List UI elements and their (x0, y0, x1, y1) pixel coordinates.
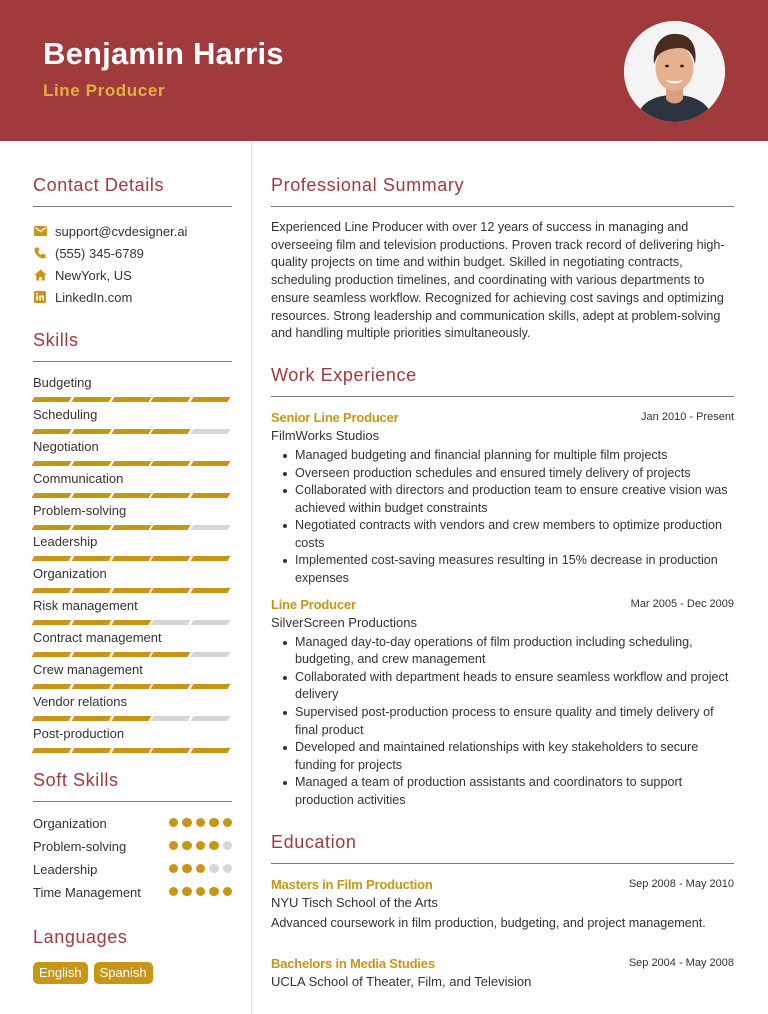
phone-icon (33, 246, 47, 260)
skill-level-segment (191, 748, 231, 753)
language-badge: English (33, 962, 88, 984)
job-bullet: Managed budgeting and financial planning for multiple film projects (271, 447, 734, 465)
summary-title: Professional Summary (271, 175, 734, 207)
skill-level-segment (151, 748, 191, 753)
skill-level-segment (191, 684, 231, 689)
languages-list (33, 962, 232, 984)
skill-level-segment (32, 397, 72, 402)
skill-level-segment (32, 716, 72, 721)
contact-linkedin-text[interactable]: LinkedIn.com (55, 289, 133, 305)
soft-skill-rating (169, 841, 233, 851)
skill-name: Leadership (33, 534, 98, 550)
degree-title: Masters in Film Production (271, 876, 433, 892)
rating-dot (196, 818, 206, 828)
skill-level-segment (151, 716, 191, 721)
header-banner (0, 0, 768, 141)
rating-dot (182, 841, 192, 851)
rating-dot (196, 887, 206, 897)
skill-level-segment (191, 397, 231, 402)
experience-title: Work Experience (271, 365, 734, 397)
skill-level-segment (151, 461, 191, 466)
skill-row (33, 598, 232, 630)
left-column (33, 141, 232, 984)
language-badge: Spanish (94, 962, 153, 984)
skill-level-segment (151, 620, 191, 625)
school-name: NYU Tisch School of the Arts (271, 894, 438, 910)
skill-row (33, 662, 232, 694)
rating-dot (182, 818, 192, 828)
skill-name: Communication (33, 470, 124, 486)
skill-name: Scheduling (33, 406, 98, 422)
soft-skill-name: Organization (33, 815, 107, 831)
soft-skills-title: Soft Skills (33, 770, 232, 802)
contact-linkedin (33, 286, 232, 308)
education-entry (271, 877, 734, 930)
skill-level-segment (71, 397, 111, 402)
skill-level-segment (32, 429, 72, 434)
skill-level-segment (191, 525, 231, 530)
education-description: Advanced coursework in film production, budgeting, and project management. (271, 915, 706, 930)
job-bullet: Managed day-to-day operations of film production including scheduling, budgeting, and crew management (271, 634, 734, 669)
contact-list (33, 220, 232, 308)
skill-level-segment (151, 684, 191, 689)
skill-level-segment (111, 493, 151, 498)
rating-dot (209, 887, 219, 897)
summary-section (271, 175, 734, 343)
job-title: Senior Line Producer (271, 409, 399, 425)
job-entry (271, 597, 734, 810)
skill-level-segment (71, 493, 111, 498)
skill-level-bar (33, 620, 232, 625)
contact-email-text[interactable]: support@cvdesigner.ai (55, 223, 188, 239)
skill-level-bar (33, 429, 232, 434)
job-bullets (271, 634, 734, 810)
skill-row (33, 375, 232, 407)
contact-section (33, 175, 232, 308)
soft-skill-row (33, 861, 232, 878)
skill-level-segment (71, 748, 111, 753)
email-icon (33, 224, 47, 238)
skill-level-segment (151, 556, 191, 561)
skill-level-bar (33, 716, 232, 721)
skill-level-segment (111, 556, 151, 561)
skill-row (33, 694, 232, 726)
skill-level-segment (151, 493, 191, 498)
soft-skill-rating (169, 864, 233, 874)
job-company: FilmWorks Studios (271, 427, 380, 443)
skill-row (33, 471, 232, 503)
job-dates: Jan 2010 - Present (641, 410, 734, 423)
skill-level-bar (33, 493, 232, 498)
job-company: SilverScreen Productions (271, 614, 417, 630)
skill-name: Contract management (33, 630, 162, 646)
summary-text: Experienced Line Producer with over 12 years of success in managing and overseeing film and television productions. Proven track record of delivering high-quality projects on time and within budget. Skilled in negotiating contracts, scheduling production timelines, and coordinating with various departments to ensure seamless workflow. Recognized for achieving cost savings and optimizing resources. Strong leadership and communication skills, adept at problem-solving and handling multiple priorities simultaneously. (271, 220, 725, 341)
soft-skill-row (33, 884, 232, 901)
rating-dot (196, 864, 206, 874)
skills-section (33, 330, 232, 758)
skill-level-bar (33, 525, 232, 530)
skill-level-segment (32, 556, 72, 561)
skill-level-segment (191, 716, 231, 721)
skill-name: Problem-solving (33, 502, 127, 518)
soft-skill-rating (169, 818, 233, 828)
skill-row (33, 503, 232, 535)
column-divider (251, 141, 252, 1014)
right-column (271, 141, 734, 989)
rating-dot (223, 818, 233, 828)
skill-name: Negotiation (33, 438, 99, 454)
job-bullet: Supervised post-production process to ensure quality and timely delivery of final product (271, 704, 734, 739)
soft-skill-rating (169, 887, 233, 897)
skill-level-segment (111, 397, 151, 402)
skill-row (33, 726, 232, 758)
degree-title: Bachelors in Media Studies (271, 955, 435, 971)
skill-level-bar (33, 748, 232, 753)
skill-level-segment (71, 620, 111, 625)
soft-skills-section (33, 770, 232, 901)
skill-level-segment (191, 620, 231, 625)
skill-level-segment (111, 652, 151, 657)
education-dates: Sep 2004 - May 2008 (628, 956, 734, 969)
contact-location-text: NewYork, US (55, 267, 132, 283)
skill-level-segment (191, 556, 231, 561)
skill-level-segment (151, 429, 191, 434)
rating-dot (223, 887, 233, 897)
skills-list (33, 375, 232, 758)
skill-level-segment (111, 748, 151, 753)
skill-level-segment (71, 652, 111, 657)
skill-level-segment (71, 716, 111, 721)
job-entry (271, 410, 734, 588)
skill-level-segment (71, 461, 111, 466)
rating-dot (182, 864, 192, 874)
rating-dot (196, 841, 206, 851)
skill-level-segment (32, 620, 72, 625)
job-bullet: Collaborated with department heads to ensure seamless workflow and project delivery (271, 669, 734, 704)
skill-level-bar (33, 588, 232, 593)
skill-level-segment (71, 556, 111, 561)
skill-level-segment (32, 684, 72, 689)
skill-level-segment (32, 748, 72, 753)
contact-phone-text: (555) 345-6789 (55, 245, 144, 261)
skill-level-segment (32, 493, 72, 498)
skill-level-segment (151, 588, 191, 593)
job-dates: Mar 2005 - Dec 2009 (630, 597, 734, 610)
rating-dot (182, 887, 192, 897)
school-name: UCLA School of Theater, Film, and Television (271, 973, 532, 989)
soft-skill-name: Leadership (33, 861, 98, 877)
candidate-name: Benjamin Harris (43, 36, 284, 71)
skill-level-segment (191, 429, 231, 434)
soft-skill-row (33, 838, 232, 855)
skill-level-bar (33, 556, 232, 561)
skill-level-bar (33, 652, 232, 657)
skill-level-segment (71, 429, 111, 434)
skill-level-segment (32, 525, 72, 530)
job-bullet: Negotiated contracts with vendors and crew members to optimize production costs (271, 517, 734, 552)
skill-row (33, 407, 232, 439)
education-entry (271, 956, 734, 989)
job-bullet: Implemented cost-saving measures resulting in 15% decrease in production expenses (271, 552, 734, 587)
languages-section (33, 927, 232, 984)
skill-row (33, 534, 232, 566)
skill-level-segment (71, 684, 111, 689)
skill-name: Crew management (33, 662, 143, 678)
skill-name: Organization (33, 566, 107, 582)
job-bullets (271, 447, 734, 588)
skill-name: Vendor relations (33, 693, 127, 709)
skill-level-segment (111, 620, 151, 625)
rating-dot (169, 841, 179, 851)
rating-dot (169, 887, 179, 897)
education-dates: Sep 2008 - May 2010 (628, 877, 734, 890)
skills-title: Skills (33, 330, 232, 362)
contact-email (33, 220, 232, 242)
skill-level-segment (191, 461, 231, 466)
candidate-role: Line Producer (43, 81, 166, 100)
skill-level-segment (151, 525, 191, 530)
skill-row (33, 566, 232, 598)
rating-dot (209, 841, 219, 851)
soft-skills-list (33, 815, 232, 901)
skill-level-segment (111, 716, 151, 721)
rating-dot (209, 818, 219, 828)
skill-level-segment (32, 652, 72, 657)
job-bullet: Managed a team of production assistants and coordinators to support production activities (271, 774, 734, 809)
experience-section (271, 365, 734, 810)
skill-row (33, 439, 232, 471)
profile-photo (624, 21, 725, 122)
rating-dot (209, 864, 219, 874)
skill-level-segment (111, 588, 151, 593)
skill-name: Budgeting (33, 375, 92, 390)
skill-level-segment (111, 461, 151, 466)
skill-level-bar (33, 684, 232, 689)
skill-row (33, 630, 232, 662)
skill-level-segment (71, 588, 111, 593)
soft-skill-name: Time Management (33, 884, 141, 900)
job-bullet: Collaborated with directors and production team to ensure creative vision was achieved within budget constraints (271, 482, 734, 517)
contact-title: Contact Details (33, 175, 232, 207)
rating-dot (223, 864, 233, 874)
soft-skill-row (33, 815, 232, 832)
skill-level-segment (111, 525, 151, 530)
skill-name: Post-production (33, 725, 125, 741)
education-section (271, 832, 734, 989)
education-title: Education (271, 832, 734, 864)
skill-level-segment (111, 684, 151, 689)
skill-level-segment (32, 588, 72, 593)
home-icon (33, 268, 47, 282)
rating-dot (169, 818, 179, 828)
skill-level-segment (151, 652, 191, 657)
skill-level-bar (33, 397, 232, 402)
job-bullet: Overseen production schedules and ensured timely delivery of projects (271, 465, 734, 483)
soft-skill-name: Problem-solving (33, 838, 127, 854)
contact-location (33, 264, 232, 286)
skill-level-segment (191, 652, 231, 657)
skill-level-segment (191, 493, 231, 498)
contact-phone (33, 242, 232, 264)
skill-level-segment (191, 588, 231, 593)
skill-level-segment (32, 461, 72, 466)
rating-dot (223, 841, 233, 851)
job-bullet: Developed and maintained relationships with key stakeholders to secure funding for projects (271, 739, 734, 774)
linkedin-icon (33, 290, 47, 304)
skill-level-segment (71, 525, 111, 530)
rating-dot (169, 864, 179, 874)
languages-title: Languages (33, 926, 128, 947)
skill-level-bar (33, 461, 232, 466)
skill-name: Risk management (33, 598, 138, 614)
skill-level-segment (151, 397, 191, 402)
skill-level-segment (111, 429, 151, 434)
job-title: Line Producer (271, 596, 356, 612)
